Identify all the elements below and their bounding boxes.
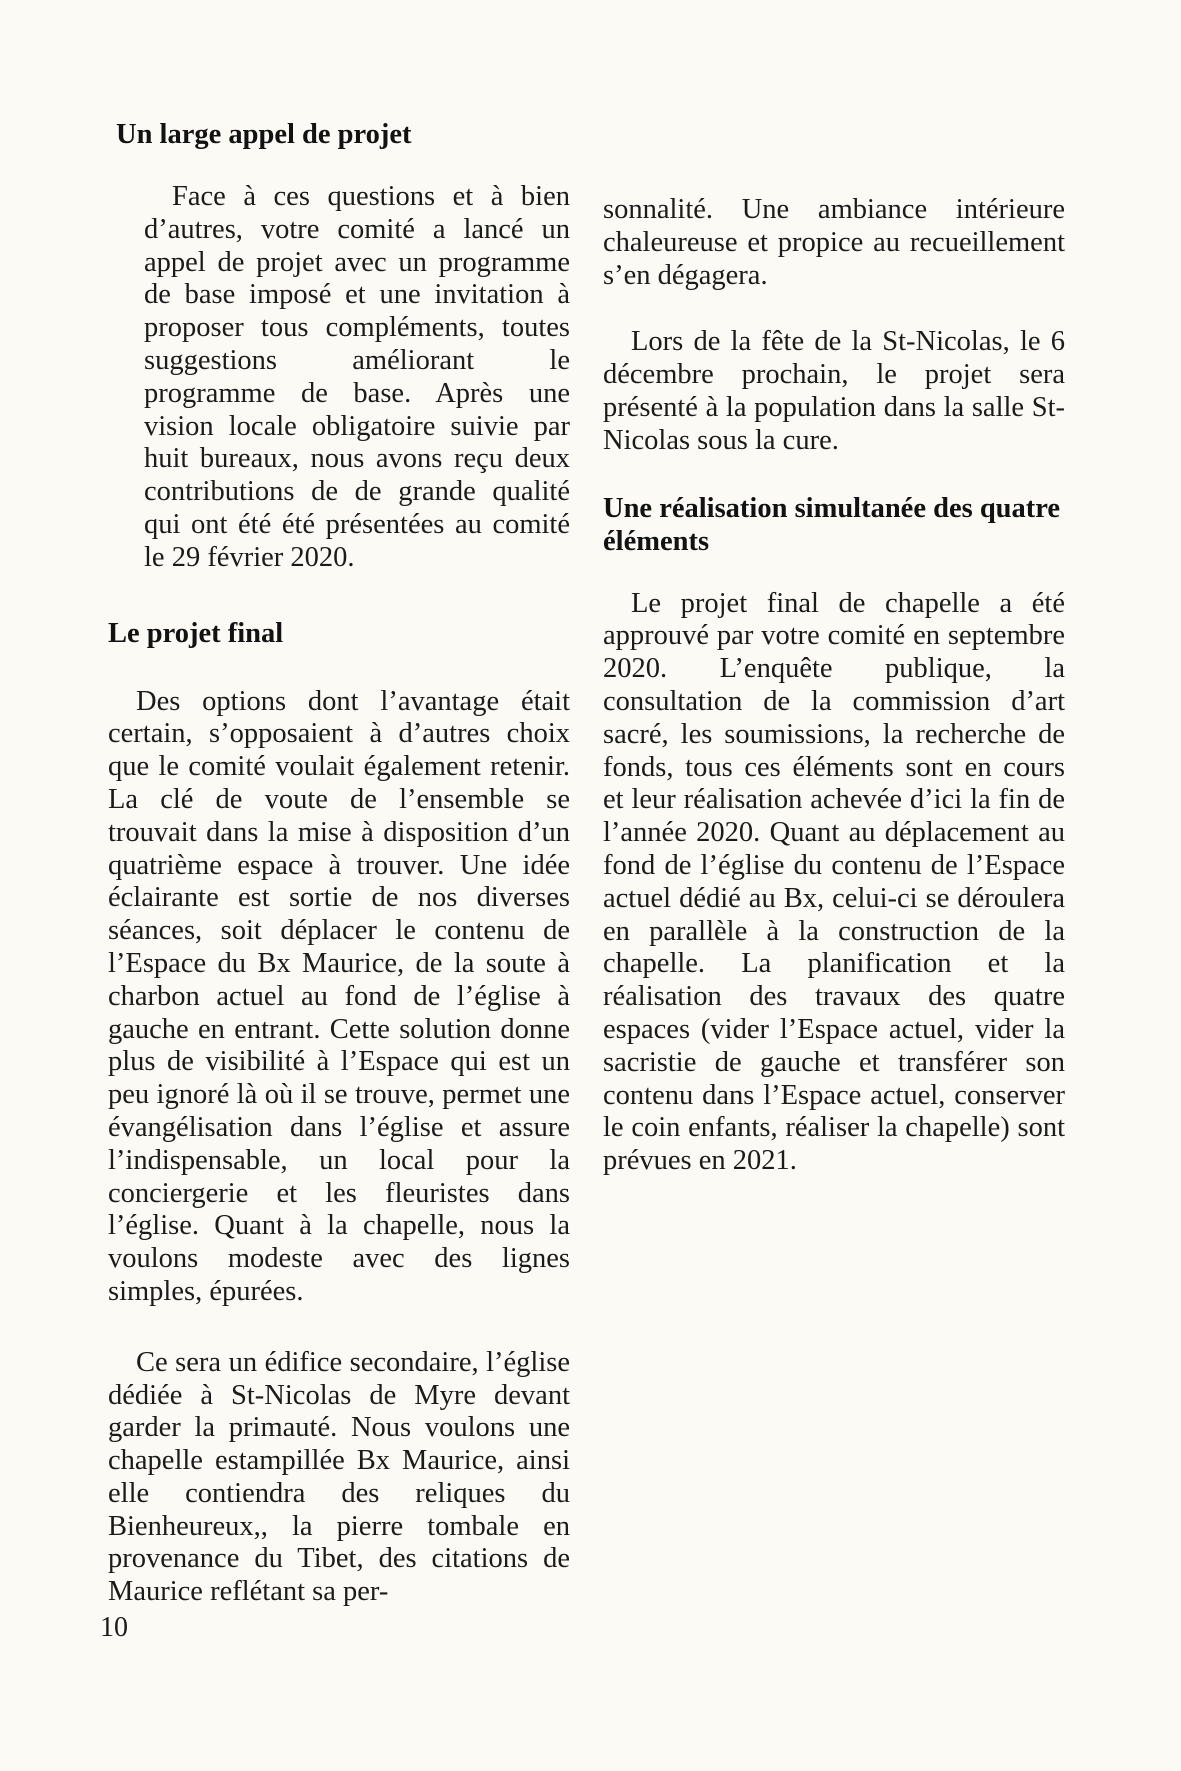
paragraph-appel: Face à ces questions et à bien d’autres, votre comité a lancé un appel de projet avec un programme de base imposé et une invitation à proposer tous compléments, toutes suggestions améliorant le programme de base. Après une vision locale obligatoire suivie par huit bureaux, nous avons reçu deux contributions de de grande qualité qui ont été été présentées au comité le 29 février 2020.	[144, 181, 570, 573]
paragraph-fete: Lors de la fête de la St-Nicolas, le 6 décembre prochain, le projet sera présenté à la population dans la salle St-Nicolas sous la cure.	[603, 326, 1065, 456]
section-heading-appel: Un large appel de projet	[116, 119, 412, 150]
right-column	[603, 194, 1065, 1178]
paragraph-continuation: sonnalité. Une ambiance intérieure chaleureuse et propice au recueillement s’en dégagera.	[603, 194, 1065, 291]
paragraph-edifice: Ce sera un édifice secondaire, l’église dédiée à St-Nicolas de Myre devant garder la primauté. Nous voulons une chapelle estampillée Bx Maurice, ainsi elle contiendra des reliques du Bienheureux,, la pierre tombale en provenance du Tibet, des citations de Maurice reflétant sa per-	[108, 1346, 570, 1608]
paragraph-options: Des options dont l’avantage était certain, s’opposaient à d’autres choix que le comité voulait également retenir. La clé de voute de l’ensemble se trouvait dans la mise à disposition d’un quatrième espace à trouver. Une idée éclairante est sortie de nos diverses séances, soit déplacer le contenu de l’Espace du Bx Maurice, de la soute à charbon actuel au fond de l’église à gauche en entrant. Cette solution donne plus de visibilité à l’Espace qui est un peu ignoré là où il se trouve, permet une évangélisation dans l’église et assure l’indispensable, un local pour la conciergerie et les fleuristes dans l’église. Quant à la chapelle, nous la voulons modeste avec des lignes simples, épurées.	[108, 685, 570, 1307]
left-column	[108, 118, 570, 1609]
section-heading-projet-final: Le projet final	[108, 617, 284, 649]
page-number: 10	[100, 1612, 128, 1643]
section-heading-realisation: Une réalisation simultanée des quatre éléments	[603, 492, 1061, 557]
paragraph-realisation: Le projet final de chapelle a été approuvé par votre comité en septembre 2020. L’enquête publique, la consultation de la commission d’art sacré, les soumissions, la recherche de fonds, tous ces éléments sont en cours et leur réalisation achevée d’ici la fin de l’année 2020. Quant au déplacement au fond de l’église du contenu de l’Espace actuel dédié au Bx, celui-ci se déroulera en parallèle à la construction de la chapelle. La planification et la réalisation des travaux des quatre espaces (vider l’Espace actuel, vider la sacristie de gauche et transférer son contenu dans l’Espace actuel, conserver le coin enfants, réaliser la chapelle) sont prévues en 2021.	[603, 587, 1065, 1177]
